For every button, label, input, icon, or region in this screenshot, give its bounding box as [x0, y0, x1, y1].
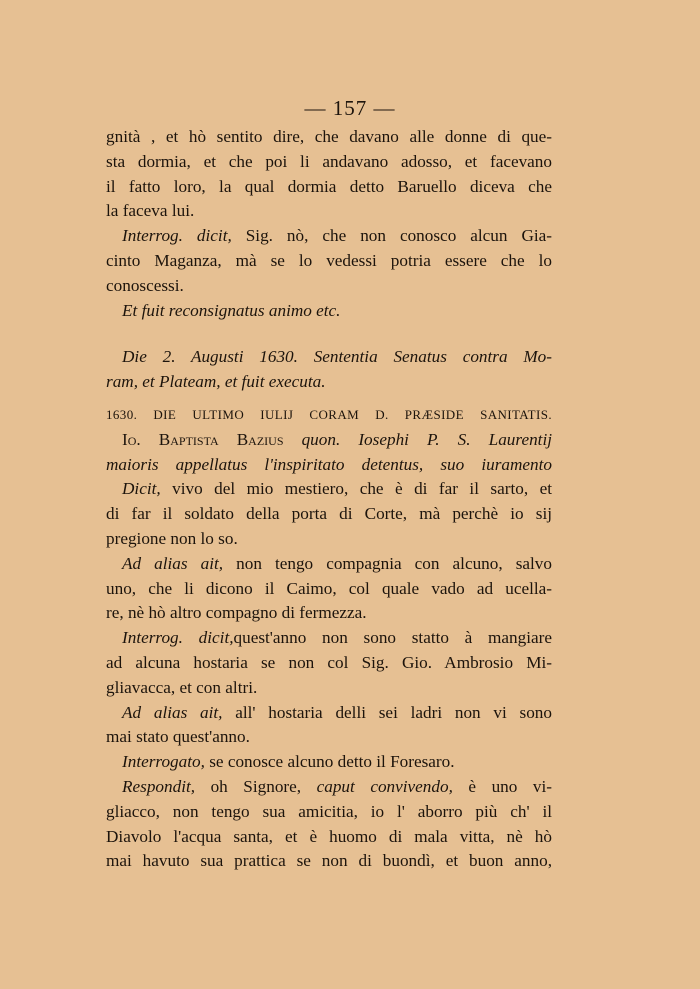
text-line: [106, 428, 552, 453]
text-line: il fatto loro, la qual dormia detto Baruello diceva che: [106, 176, 552, 196]
line-text: se conosce alcuno detto il Foresaro.: [204, 752, 455, 772]
text-line: [106, 626, 552, 651]
session-heading: 1630. DIE ULTIMO IULIJ CORAM D. PRÆSIDE SANITATIS.: [106, 406, 552, 422]
line-text: è uno vi-: [452, 776, 552, 796]
text-line: cinto Maganza, mà se lo vedessi potria essere che lo: [106, 250, 552, 270]
text-line: re, nè hò altro compagno di fermezza.: [106, 603, 367, 623]
text-line: [106, 477, 552, 502]
speaker-tag: Ad alias ait,: [122, 702, 223, 722]
text-line: gnità , et hò sentito dire, che davano alle donne di que-: [106, 127, 552, 146]
line-text: all' hostaria delli sei ladri non vi sono: [222, 702, 552, 722]
text-line: mai havuto sua prattica se non di buondì, et buon anno,: [106, 851, 552, 871]
text-line: uno, che li dicono il Caimo, col quale vado ad ucella-: [106, 578, 552, 598]
speaker-tag: Dicit,: [122, 479, 161, 499]
line-text: Sig. nò, che non conosco alcun Gia-: [231, 226, 552, 246]
line-text: quon. Iosephi P. S. Laurentij: [283, 429, 552, 449]
speaker-tag: Interrog. dicit,: [122, 226, 232, 246]
alias: l'inspiritato: [247, 454, 362, 474]
line-text: detentus, suo iuramento: [361, 454, 552, 474]
line-text: caput convivendo,: [316, 776, 453, 796]
name: Io. Baptista Bazius: [122, 429, 284, 449]
text-line: gliacco, non tengo sua amicitia, io l' aborro più ch' il: [106, 801, 552, 821]
spacer: [106, 395, 552, 403]
text-line: [106, 750, 552, 775]
text-line: [106, 701, 552, 726]
text-line: mai stato quest'anno.: [106, 727, 250, 747]
page-number: — 157 —: [304, 96, 396, 120]
text-line: gliavacca, et con altri.: [106, 677, 258, 697]
text-line: [106, 453, 552, 478]
line-text: maioris appellatus: [106, 454, 248, 474]
line-text: vivo del mio mestiero, che è di far il sarto, et: [160, 479, 552, 499]
text-line: ad alcuna hostaria se non col Sig. Gio. Ambrosio Mi-: [106, 652, 552, 672]
speaker-tag: Ad alias ait,: [122, 553, 224, 573]
text-line: Et fuit reconsignatus animo etc.: [122, 300, 341, 320]
sentence-heading-cont: ram, et Plateam, et fuit executa.: [106, 372, 326, 392]
speaker-tag: Interrog. dicit,: [122, 628, 234, 648]
line-text: non tengo compagnia con alcuno, salvo: [223, 553, 552, 573]
speaker-tag: Interrogato,: [122, 752, 205, 772]
sentence-heading: Die 2. Augusti 1630. Sententia Senatus contra Mo-: [122, 347, 552, 367]
text-line: conoscessi.: [106, 275, 184, 295]
text-line: di far il soldato della porta di Corte, mà perchè io sij: [106, 504, 552, 524]
text-line: [106, 775, 552, 800]
text-line: sta dormia, et che poi li andavano adosso, et facevano: [106, 151, 552, 171]
text-line: pregione non lo so.: [106, 528, 238, 548]
line-text: oh Signore,: [195, 776, 317, 796]
text-line: Diavolo l'acqua santa, et è huomo di mala vitta, nè hò: [106, 826, 552, 846]
text-line: [106, 224, 552, 249]
line-text: quest'anno non sono statto à mangiare: [233, 628, 552, 648]
speaker-tag: Respondit,: [122, 776, 196, 796]
body-text: [106, 125, 552, 874]
text-line: la faceva lui.: [106, 201, 195, 221]
spacer: [106, 323, 552, 345]
text-line: [106, 552, 552, 577]
